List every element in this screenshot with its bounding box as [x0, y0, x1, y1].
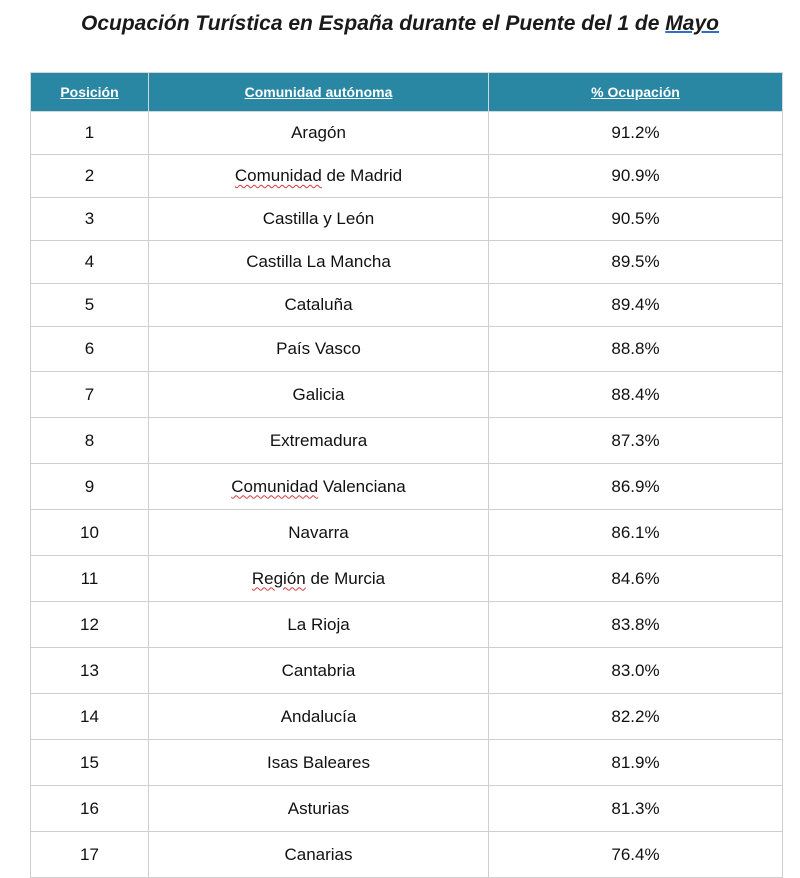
position-cell: 10	[31, 510, 149, 556]
position-cell: 13	[31, 648, 149, 694]
occupancy-cell: 82.2%	[489, 694, 783, 740]
table-row	[31, 327, 783, 372]
occupancy-cell: 90.9%	[489, 155, 783, 198]
occupancy-cell: 91.2%	[489, 112, 783, 155]
occupancy-cell: 76.4%	[489, 832, 783, 878]
community-cell: Asturias	[149, 786, 489, 832]
position-cell: 15	[31, 740, 149, 786]
position-cell: 16	[31, 786, 149, 832]
occupancy-cell: 86.1%	[489, 510, 783, 556]
occupancy-cell: 83.8%	[489, 602, 783, 648]
community-cell: La Rioja	[149, 602, 489, 648]
column-header-community: Comunidad autónoma	[149, 73, 489, 112]
occupancy-cell: 83.0%	[489, 648, 783, 694]
table-row	[31, 372, 783, 418]
occupancy-cell: 87.3%	[489, 418, 783, 464]
community-cell: Cantabria	[149, 648, 489, 694]
table-header-row	[31, 73, 783, 112]
spellcheck-flagged-word: Comunidad	[234, 166, 322, 185]
position-cell: 1	[31, 112, 149, 155]
table-row	[31, 556, 783, 602]
community-cell-text: de Murcia	[305, 568, 386, 588]
occupancy-cell: 89.5%	[489, 241, 783, 284]
position-cell: 17	[31, 832, 149, 878]
position-cell: 6	[31, 327, 149, 372]
occupancy-table	[30, 72, 783, 878]
community-cell: Canarias	[149, 832, 489, 878]
community-cell: Castilla La Mancha	[149, 241, 489, 284]
table-row	[31, 740, 783, 786]
table-row	[31, 832, 783, 878]
table-row	[31, 464, 783, 510]
position-cell: 7	[31, 372, 149, 418]
community-cell: Navarra	[149, 510, 489, 556]
table-row	[31, 510, 783, 556]
table-row	[31, 155, 783, 198]
page-title	[0, 8, 800, 40]
table-row	[31, 694, 783, 740]
occupancy-cell: 89.4%	[489, 284, 783, 327]
community-cell: Extremadura	[149, 418, 489, 464]
table-row	[31, 648, 783, 694]
column-header-occupancy: % Ocupación	[489, 73, 783, 112]
community-cell: Galicia	[149, 372, 489, 418]
position-cell: 2	[31, 155, 149, 198]
occupancy-cell: 88.4%	[489, 372, 783, 418]
spellcheck-flagged-word: Región	[251, 568, 306, 588]
community-cell	[149, 464, 489, 510]
table-row	[31, 602, 783, 648]
page-title-underlined-word: Mayo	[665, 12, 719, 35]
community-cell: Aragón	[149, 112, 489, 155]
table-row	[31, 198, 783, 241]
community-cell	[149, 155, 489, 198]
position-cell: 9	[31, 464, 149, 510]
community-cell: Isas Baleares	[149, 740, 489, 786]
occupancy-cell: 88.8%	[489, 327, 783, 372]
position-cell: 12	[31, 602, 149, 648]
community-cell-text: Valenciana	[318, 476, 406, 496]
position-cell: 11	[31, 556, 149, 602]
column-header-position: Posición	[31, 73, 149, 112]
spellcheck-flagged-word: Comunidad	[231, 476, 319, 496]
community-cell: Castilla y León	[149, 198, 489, 241]
occupancy-cell: 84.6%	[489, 556, 783, 602]
community-cell: País Vasco	[149, 327, 489, 372]
occupancy-cell: 81.9%	[489, 740, 783, 786]
occupancy-cell: 86.9%	[489, 464, 783, 510]
community-cell: Cataluña	[149, 284, 489, 327]
community-cell-text: de Madrid	[321, 166, 403, 185]
table-row	[31, 284, 783, 327]
position-cell: 14	[31, 694, 149, 740]
table-row	[31, 786, 783, 832]
table-row	[31, 241, 783, 284]
table-row	[31, 418, 783, 464]
occupancy-cell: 81.3%	[489, 786, 783, 832]
community-cell	[149, 556, 489, 602]
position-cell: 3	[31, 198, 149, 241]
position-cell: 4	[31, 241, 149, 284]
position-cell: 8	[31, 418, 149, 464]
position-cell: 5	[31, 284, 149, 327]
page-title-text: Ocupación Turística en España durante el Puente del 1 de	[81, 12, 660, 35]
table-row	[31, 112, 783, 155]
community-cell: Andalucía	[149, 694, 489, 740]
occupancy-cell: 90.5%	[489, 198, 783, 241]
